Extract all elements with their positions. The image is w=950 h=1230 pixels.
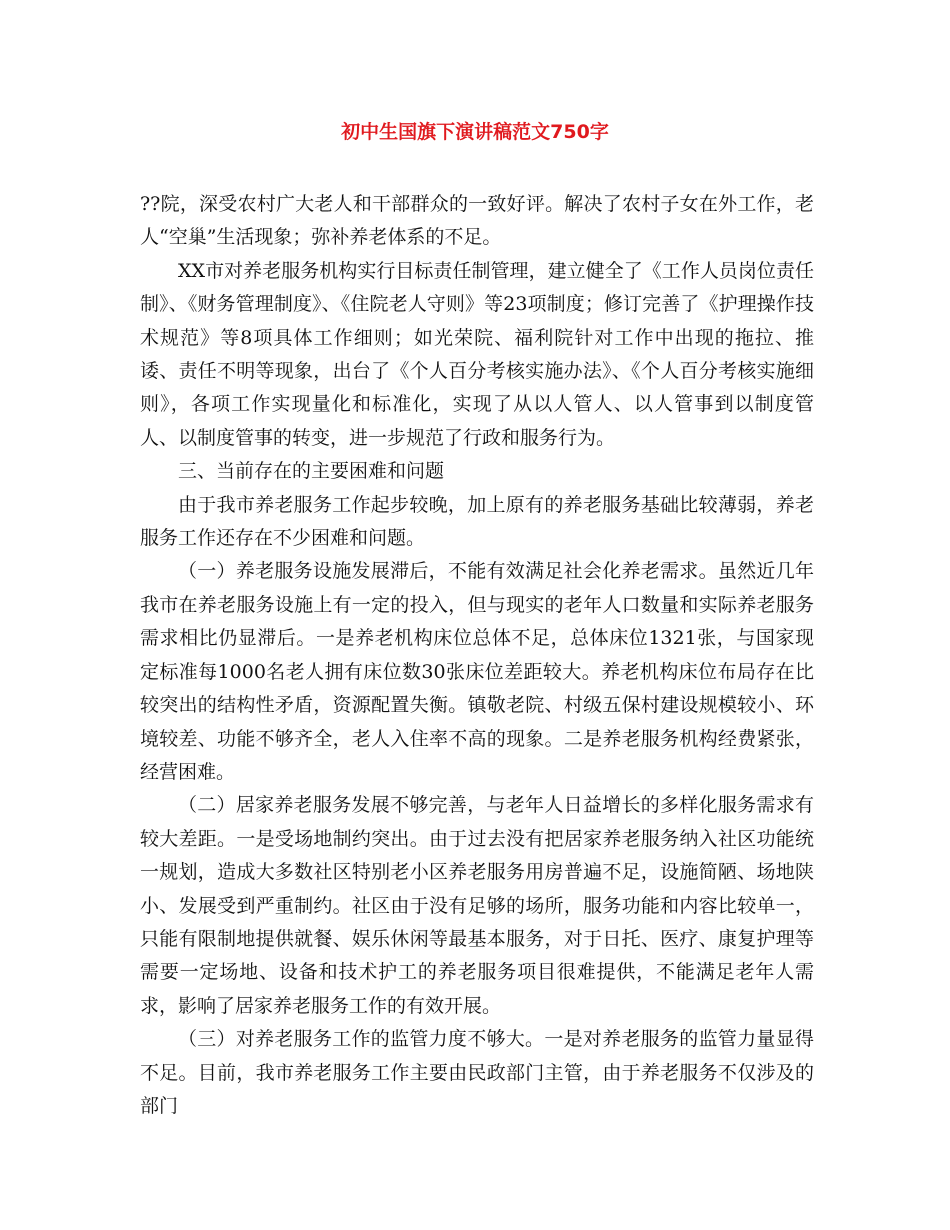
paragraph-problem-2: （二）居家养老服务发展不够完善，与老年人日益增长的多样化服务需求有较大差距。一是受场地制约突出。由于过去没有把居家养老服务纳入社区功能统一规划，造成大多数社区特别老小区养老服务用房普遍不足，设施简陋、场地陕小、发展受到严重制约。社区由于没有足够的场所，服务功能和内容比较单一，只能有限制地提供就餐、娱乐休闲等最基本服务，对于日托、医疗、康复护理等需要一定场地、设备和技术护工的养老服务项目很难提供，不能满足老年人需求，影响了居家养老服务工作的有效开展。	[140, 794, 814, 1017]
paragraph-problem-1: （一）养老服务设施发展滞后，不能有效满足社会化养老需求。虽然近几年我市在养老服务设施上有一定的投入，但与现实的老年人口数量和实际养老服务需求相比仍显滞后。一是养老机构床位总体不足，总体床位1321张，与国家现定标准每1000名老人拥有床位数30张床位差距较大。养老机构床位布局存在比较突出的结构性矛盾，资源配置失衡。镇敬老院、村级五保村建设规模较小、环境较差、功能不够齐全，老人入住率不高的现象。二是养老服务机构经费紧张，经营困难。	[140, 560, 814, 783]
document-title: 初中生国旗下演讲稿范文750字	[341, 121, 609, 143]
document-body	[140, 188, 814, 1123]
section-heading-problems: 三、当前存在的主要困难和问题	[178, 460, 445, 483]
paragraph-continued: ??院，深受农村广大老人和干部群众的一致好评。解决了农村子女在外工作，老人“空巢”生活现象；弥补养老体系的不足。	[140, 193, 814, 249]
paragraph-intro-problems: 由于我市养老服务工作起步较晚，加上原有的养老服务基础比较薄弱，养老服务工作还存在不少困难和问题。	[140, 493, 814, 550]
paragraph-management: XX市对养老服务机构实行目标责任制管理，建立健全了《工作人员岗位责任制》、《财务管理制度》、《住院老人守则》等23项制度；修订完善了《护理操作技术规范》等8项具体工作细则；如光荣院、福利院针对工作中出现的拖拉、推诿、责任不明等现象，出台了《个人百分考核实施办法》、《个人百分考核实施细则》，各项工作实现量化和标准化，实现了从以人管人、以人管事到以制度管人、以制度管事的转变，进一步规范了行政和服务行为。	[140, 259, 814, 449]
paragraph-problem-3: （三）对养老服务工作的监管力度不够大。一是对养老服务的监管力量显得不足。目前，我市养老服务工作主要由民政部门主管，由于养老服务不仅涉及的部门	[140, 1028, 814, 1117]
